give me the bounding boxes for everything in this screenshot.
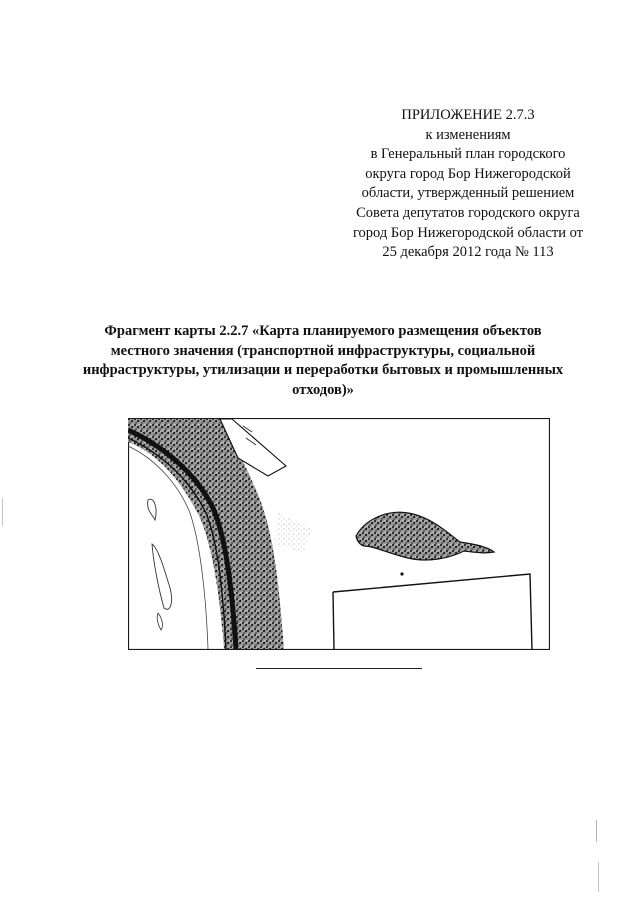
title-line-4: отходов)» <box>292 381 354 398</box>
title-line-3: инфраструктуры, утилизации и переработки бытовых и промышленных <box>82 362 564 379</box>
appendix-line-6: Совета депутатов городского округа <box>356 204 580 221</box>
appendix-line-3: в Генеральный план городского <box>370 146 566 163</box>
document-title <box>40 322 606 400</box>
map-planned-zone-left <box>333 592 334 650</box>
title-line-2: местного значения (транспортной инфраструктуры, социальной <box>110 342 536 359</box>
map-point <box>400 572 403 575</box>
appendix-line-8: 25 декабря 2012 года № 113 <box>382 244 554 261</box>
appendix-line-5: области, утвержденный решением <box>361 185 575 202</box>
map-fragment <box>128 418 550 650</box>
scan-mark-left <box>2 498 3 526</box>
title-line-1: Фрагмент карты 2.2.7 «Карта планируемого размещения объектов <box>104 323 542 339</box>
scan-mark-right <box>596 820 597 842</box>
appendix-line-4: округа город Бор Нижегородской <box>365 165 571 182</box>
appendix-line-2: к изменениям <box>425 126 511 143</box>
appendix-line-7: город Бор Нижегородской области от <box>352 224 584 241</box>
map-fragment-image <box>128 418 550 650</box>
scan-mark-right-2 <box>598 862 599 892</box>
appendix-line-1: ПРИЛОЖЕНИЕ 2.7.3 <box>401 107 535 123</box>
separator-line <box>256 668 422 669</box>
appendix-header <box>320 106 616 263</box>
